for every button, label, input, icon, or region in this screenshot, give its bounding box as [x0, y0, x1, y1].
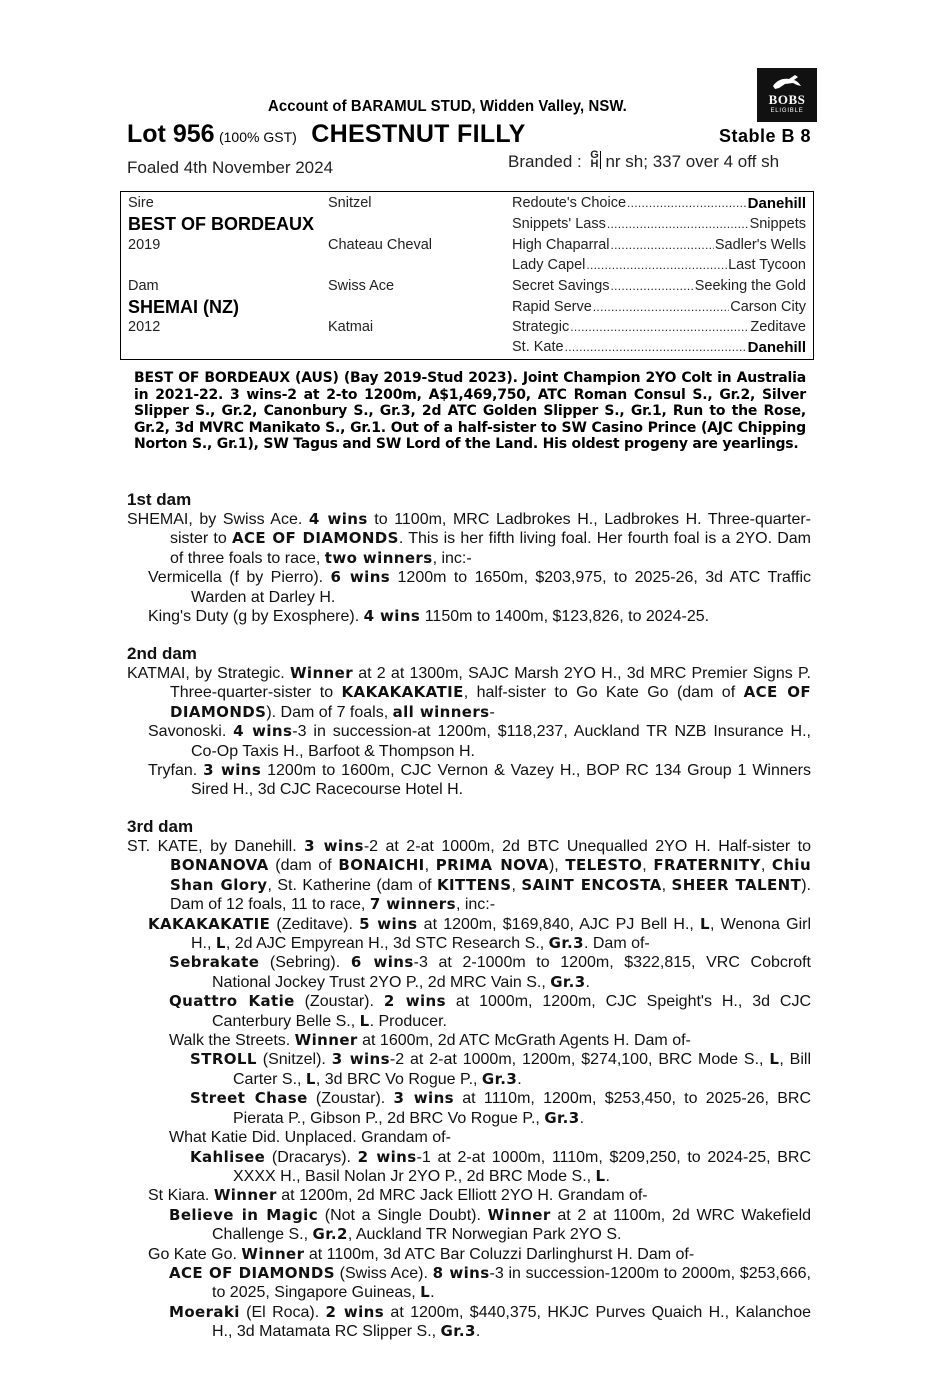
- text: .: [579, 1109, 585, 1127]
- ancestor-row: [512, 339, 806, 356]
- text: (Dracarys).: [265, 1148, 358, 1166]
- text: , 3d BRC Vo Rogue P.,: [315, 1070, 482, 1088]
- ancestor-name: Lady Capel: [512, 257, 586, 273]
- bold-text: Quattro Katie: [169, 992, 295, 1011]
- text: .: [430, 1284, 435, 1302]
- ancestor-sire: Last Tycoon: [728, 257, 806, 273]
- record-paragraph: [127, 837, 811, 915]
- bold-text: ACE OF DIAMONDS: [169, 1263, 335, 1282]
- bold-text: SHEER TALENT: [671, 875, 802, 894]
- logo-wordmark: BOBS: [768, 92, 806, 107]
- bold-text: 2 wins: [383, 992, 446, 1011]
- text: .: [475, 1323, 481, 1341]
- text: Tryfan.: [148, 762, 204, 780]
- record-paragraph: [127, 568, 811, 607]
- ancestor-name: Strategic: [512, 319, 570, 335]
- text: (Not a Single Doubt).: [318, 1206, 488, 1224]
- bold-text: Sebrakate: [169, 953, 260, 972]
- record-paragraph: [127, 1245, 811, 1264]
- bold-text: 3 wins: [304, 837, 364, 855]
- dam-name: SHEMAI (NZ): [128, 297, 239, 317]
- bold-text: 7 winners: [369, 895, 456, 914]
- text: at 1110m, 1200m, $253,450, to 2025-26, BRC Pierata P., Gibson P., 2d BRC Vo Rogue P.,: [233, 1090, 811, 1127]
- bold-text: 4 wins: [363, 607, 421, 626]
- text: -3 at 2-1000m to 1200m, $322,815, VRC Cobcroft National Jockey Trust 2YO P., 2d MRC Vain S.,: [212, 954, 811, 991]
- text: KATMAI, by Strategic.: [127, 665, 290, 682]
- ancestor-sire: Carson City: [730, 299, 806, 315]
- brand-info: [508, 148, 780, 172]
- stable-location: Stable B 8: [718, 126, 811, 146]
- bold-text: L: [769, 1050, 780, 1069]
- bold-text: KITTENS: [437, 875, 512, 894]
- text: ,: [760, 857, 772, 875]
- bold-text: 3 wins: [331, 1050, 390, 1069]
- brand-bottom: H: [590, 157, 599, 170]
- gst-note: (100% GST): [218, 129, 297, 145]
- brand-mark: [588, 148, 601, 170]
- second-dam-heading: 2nd dam: [127, 644, 197, 663]
- text: at 2 at 1300m, SAJC Marsh 2YO H., 3d MRC Premier Signs P. Three-quarter-sister to: [170, 665, 812, 702]
- record-paragraph: [127, 1148, 811, 1187]
- bold-text: L: [215, 934, 226, 953]
- record-paragraph: [127, 1264, 811, 1303]
- foaled-date: Foaled 4th November 2024: [127, 158, 334, 177]
- bold-text: 3 wins: [393, 1089, 454, 1108]
- text: 1200m to 1650m, $203,975, to 2025-26, 3d ATC Traffic Warden at Darley H.: [191, 569, 812, 606]
- text: King's Duty (g by Exosphere).: [148, 608, 364, 626]
- bold-text: ACE OF DIAMONDS: [231, 529, 399, 548]
- bold-text: 6 wins: [350, 953, 414, 972]
- text: (Swiss Ace).: [334, 1264, 433, 1282]
- text: . Producer.: [369, 1012, 447, 1030]
- text: at 1000m, 1200m, CJC Speight's H., 3d CJC Canterbury Belle S.,: [212, 993, 812, 1030]
- ancestor-name: Secret Savings: [512, 278, 610, 294]
- text: (Zoustar).: [294, 993, 384, 1011]
- text: , inc:-: [432, 549, 472, 567]
- text: ,: [424, 857, 436, 875]
- record-paragraph: [127, 992, 811, 1031]
- ancestor-row: [512, 299, 806, 315]
- record-paragraph: [127, 1186, 811, 1205]
- bold-text: BONAICHI: [338, 856, 425, 875]
- pedigree-table: [120, 191, 814, 360]
- bold-text: KAKAKAKATIE: [148, 914, 271, 933]
- record-paragraph: [127, 510, 811, 568]
- sire-label: Sire: [128, 195, 154, 211]
- ancestor-row: [512, 195, 806, 212]
- first-dam-heading: 1st dam: [127, 490, 192, 509]
- bold-text: Gr.3: [481, 1069, 518, 1088]
- text: Vermicella (f by Pierro).: [148, 569, 331, 587]
- text: to 1100m, MRC Ladbrokes H., Ladbrokes H. Three-quarter-sister to: [170, 511, 811, 548]
- text: . This is her fifth living foal. Her fourth foal is a 2YO. Dam of three foals to race,: [170, 530, 812, 567]
- text: (Snitzel).: [256, 1051, 332, 1069]
- dam-label: Dam: [128, 278, 159, 294]
- logo-tagline: ELIGIBLE: [770, 108, 804, 114]
- ancestor-sire: Seeking the Gold: [694, 278, 806, 294]
- text: at 2 at 1100m, 2d WRC Wakefield Challenge S.,: [212, 1206, 812, 1244]
- ancestor-name: Snippets' Lass: [512, 216, 606, 232]
- bobs-eligible-logo: [757, 68, 817, 122]
- text: (Sebring).: [259, 954, 351, 972]
- bold-text: SAINT ENCOSTA: [521, 875, 662, 894]
- ancestor-row: [512, 237, 806, 253]
- text: ,: [511, 876, 522, 894]
- text: (Zeditave).: [270, 915, 360, 933]
- text: .: [517, 1070, 522, 1088]
- sire-summary: BEST OF BORDEAUX (AUS) (Bay 2019-Stud 2023). Joint Champion 2YO Colt in Australia in 2021-22. 3 wins-2 at 2-to 1200m, A$1,469,750, ATC Roman Consul S., Gr.2, Silver Slipper S., Gr.2, Canonbury S., Gr.3, 2d ATC Golden Slipper S., Gr.1, Run to the Rose, Gr.2, 3d MVRC Manikato S., Gr.1. Out of a half-sister to SW Casino Prince (AJC Chipping Norton S., Gr.1), SW Tagus and SW Lord of the Land. His oldest progeny are yearlings.: [134, 370, 806, 452]
- ancestor-row: [512, 319, 806, 335]
- brand-top: G: [590, 148, 599, 161]
- text: , Bill Carter S.,: [233, 1051, 812, 1088]
- bold-text: L: [359, 1011, 370, 1030]
- first-dam-section: [127, 490, 811, 626]
- bold-text: Believe in Magic: [169, 1205, 319, 1224]
- bold-text: STROLL: [190, 1050, 257, 1069]
- text: SHEMAI, by Swiss Ace.: [127, 511, 309, 528]
- text: at 1200m, $169,840, AJC PJ Bell H.,: [417, 915, 701, 933]
- text: 1200m to 1600m, CJC Vernon & Vazey H., BOP RC 134 Group 1 Winners Sired H., 3d CJC Racecourse Hotel H.: [191, 762, 811, 799]
- record-paragraph: [127, 1031, 811, 1050]
- bold-text: Winner: [213, 1186, 277, 1205]
- third-dam-section: [127, 817, 811, 1342]
- brand-description: nr sh; 337 over 4 off sh: [605, 152, 780, 171]
- record-paragraph: [127, 953, 811, 992]
- text: .: [605, 1167, 610, 1185]
- sire-year: 2019: [128, 237, 161, 253]
- text: , inc:-: [455, 896, 496, 914]
- text: at 1100m, 3d ATC Bar Coluzzi Darlinghurst H. Dam of-: [304, 1245, 695, 1263]
- dam-year: 2012: [128, 319, 161, 335]
- bold-text: Winner: [241, 1244, 305, 1263]
- text: ),: [548, 857, 566, 875]
- record-paragraph: [127, 1303, 811, 1342]
- bold-text: PRIMA NOVA: [435, 856, 549, 875]
- bold-text: 3 wins: [203, 761, 262, 780]
- text: -2 at 2-at 1000m, 2d BTC Unequalled 2YO H. Half-sister to: [363, 838, 812, 855]
- text: ). Dam of 7 foals,: [266, 703, 393, 721]
- bold-text: 2 wins: [357, 1147, 417, 1166]
- bold-text: Winner: [294, 1031, 358, 1050]
- lot-number: Lot 956: [127, 120, 215, 148]
- bold-text: 2 wins: [325, 1302, 385, 1321]
- ancestor-sire: Danehill: [747, 195, 806, 212]
- bold-text: BONANOVA: [170, 856, 269, 875]
- bold-text: Winner: [289, 664, 353, 682]
- third-dam-heading: 3rd dam: [127, 817, 194, 836]
- bold-text: TELESTO: [565, 856, 643, 875]
- ancestor-row: [512, 278, 806, 294]
- ancestor-name: St. Kate: [512, 339, 564, 355]
- bold-text: Chiu Shan Glory: [170, 856, 812, 894]
- first-dam-paragraphs: [127, 510, 811, 626]
- text: at 1200m, $440,375, HKJC Purves Quaich H., Kalanchoe H., 3d Matamata RC Slipper S.,: [212, 1303, 811, 1341]
- bold-text: Gr.2: [312, 1225, 348, 1244]
- record-paragraph: [127, 915, 811, 954]
- bold-text: Gr.3: [550, 972, 586, 991]
- sire-name: BEST OF BORDEAUX: [128, 214, 315, 234]
- bold-text: all winners: [392, 702, 490, 721]
- record-paragraph: [127, 1050, 811, 1089]
- second-dam-section: [127, 644, 811, 800]
- ancestor-name: Rapid Serve: [512, 299, 592, 315]
- bold-text: two winners: [324, 548, 433, 567]
- ancestor-name: High Chaparral: [512, 237, 610, 253]
- sire-sire: Snitzel: [328, 195, 372, 211]
- bold-text: 8 wins: [432, 1263, 490, 1282]
- bold-text: KAKAKAKATIE: [341, 683, 464, 702]
- record-paragraph: [127, 1206, 811, 1245]
- sire-dam: Chateau Cheval: [328, 237, 432, 253]
- dam-sire: Swiss Ace: [328, 278, 395, 294]
- bold-text: Kahlisee: [190, 1147, 266, 1166]
- text: , Wenona Girl H.,: [191, 915, 812, 953]
- bold-text: 4 wins: [308, 510, 368, 528]
- text: -3 in succession-1200m to 2000m, $253,666, to 2025, Singapore Guineas,: [212, 1264, 812, 1302]
- text: Walk the Streets.: [169, 1032, 295, 1050]
- record-paragraph: [127, 664, 811, 722]
- ancestor-sire: Zeditave: [750, 319, 806, 335]
- text: ). Dam of 12 foals, 11 to race,: [170, 876, 811, 914]
- ancestor-sire: Snippets: [749, 216, 806, 232]
- bold-text: ACE OF DIAMONDS: [170, 683, 812, 721]
- bold-text: 6 wins: [330, 568, 391, 587]
- text: .: [585, 973, 590, 991]
- bold-text: L: [305, 1069, 316, 1088]
- third-dam-paragraphs: [127, 837, 811, 1342]
- bold-text: 4 wins: [233, 722, 293, 741]
- text: (Zoustar).: [307, 1090, 394, 1108]
- bold-text: Gr.3: [440, 1322, 476, 1341]
- lot-line: [127, 120, 811, 152]
- text: , Auckland TR Norwegian Park 2YO S.: [347, 1226, 622, 1244]
- text: (El Roca).: [239, 1303, 326, 1321]
- text: 1150m to 1400m, $123,826, to 2024-25.: [420, 608, 710, 626]
- text: at 1600m, 2d ATC McGrath Agents H. Dam of-: [357, 1032, 691, 1050]
- text: -3 in succession-at 1200m, $118,237, Auckland TR NZB Insurance H., Co-Op Taxis H., Barfoot & Thompson H.: [191, 723, 811, 760]
- text: , 2d AJC Empyrean H., 3d STC Research S.,: [225, 935, 549, 953]
- bold-text: L: [420, 1283, 431, 1302]
- text: , half-sister to Go Kate Go (dam of: [463, 684, 744, 702]
- bold-text: L: [595, 1166, 606, 1185]
- text: at 1200m, 2d MRC Jack Elliott 2YO H. Grandam of-: [276, 1187, 648, 1205]
- bold-text: Gr.3: [544, 1108, 580, 1127]
- text: . Dam of-: [583, 935, 650, 953]
- text: , St. Katherine (dam of: [267, 876, 438, 894]
- text: (dam of: [268, 857, 339, 875]
- branded-label: Branded :: [508, 152, 582, 171]
- ancestor-row: [512, 257, 806, 273]
- bold-text: Moeraki: [169, 1302, 240, 1321]
- text: Go Kate Go.: [148, 1245, 242, 1263]
- record-paragraph: [127, 1128, 811, 1147]
- dam-dam: Katmai: [328, 319, 374, 335]
- bold-text: FRATERNITY: [653, 856, 761, 875]
- bold-text: 5 wins: [359, 914, 418, 933]
- text: Savonoski.: [148, 723, 234, 741]
- record-paragraph: [127, 1089, 811, 1128]
- record-paragraph: [127, 607, 811, 626]
- ancestor-sire: Sadler's Wells: [714, 237, 806, 253]
- ancestor-name: Redoute's Choice: [512, 195, 627, 211]
- text: ,: [642, 857, 654, 875]
- bold-text: L: [700, 914, 710, 933]
- account-of-vendor: Account of BARAMUL STUD, Widden Valley, NSW.: [268, 98, 627, 115]
- text: ST. KATE, by Danehill.: [127, 838, 305, 855]
- ancestor-sire: Danehill: [747, 339, 806, 356]
- bold-text: Gr.3: [548, 934, 584, 953]
- text: -: [489, 703, 495, 721]
- ancestor-row: [512, 216, 806, 232]
- text: -2 at 2-at 1000m, 1200m, $274,100, BRC Mode S.,: [389, 1051, 770, 1069]
- record-paragraph: [127, 761, 811, 800]
- text: St Kiara.: [148, 1187, 214, 1205]
- horse-icon: [771, 72, 803, 92]
- text: ,: [661, 876, 672, 894]
- record-paragraph: [127, 722, 811, 761]
- sex-colour: CHESTNUT FILLY: [311, 120, 526, 148]
- text: What Katie Did. Unplaced. Grandam of-: [169, 1129, 451, 1147]
- second-dam-paragraphs: [127, 664, 811, 800]
- bold-text: Winner: [487, 1205, 551, 1224]
- text: -1 at 2-at 1000m, 1110m, $209,250, to 2024-25, BRC XXXX H., Basil Nolan Jr 2YO P., 2d BRC Mode S.,: [233, 1148, 812, 1185]
- bold-text: Street Chase: [190, 1089, 308, 1108]
